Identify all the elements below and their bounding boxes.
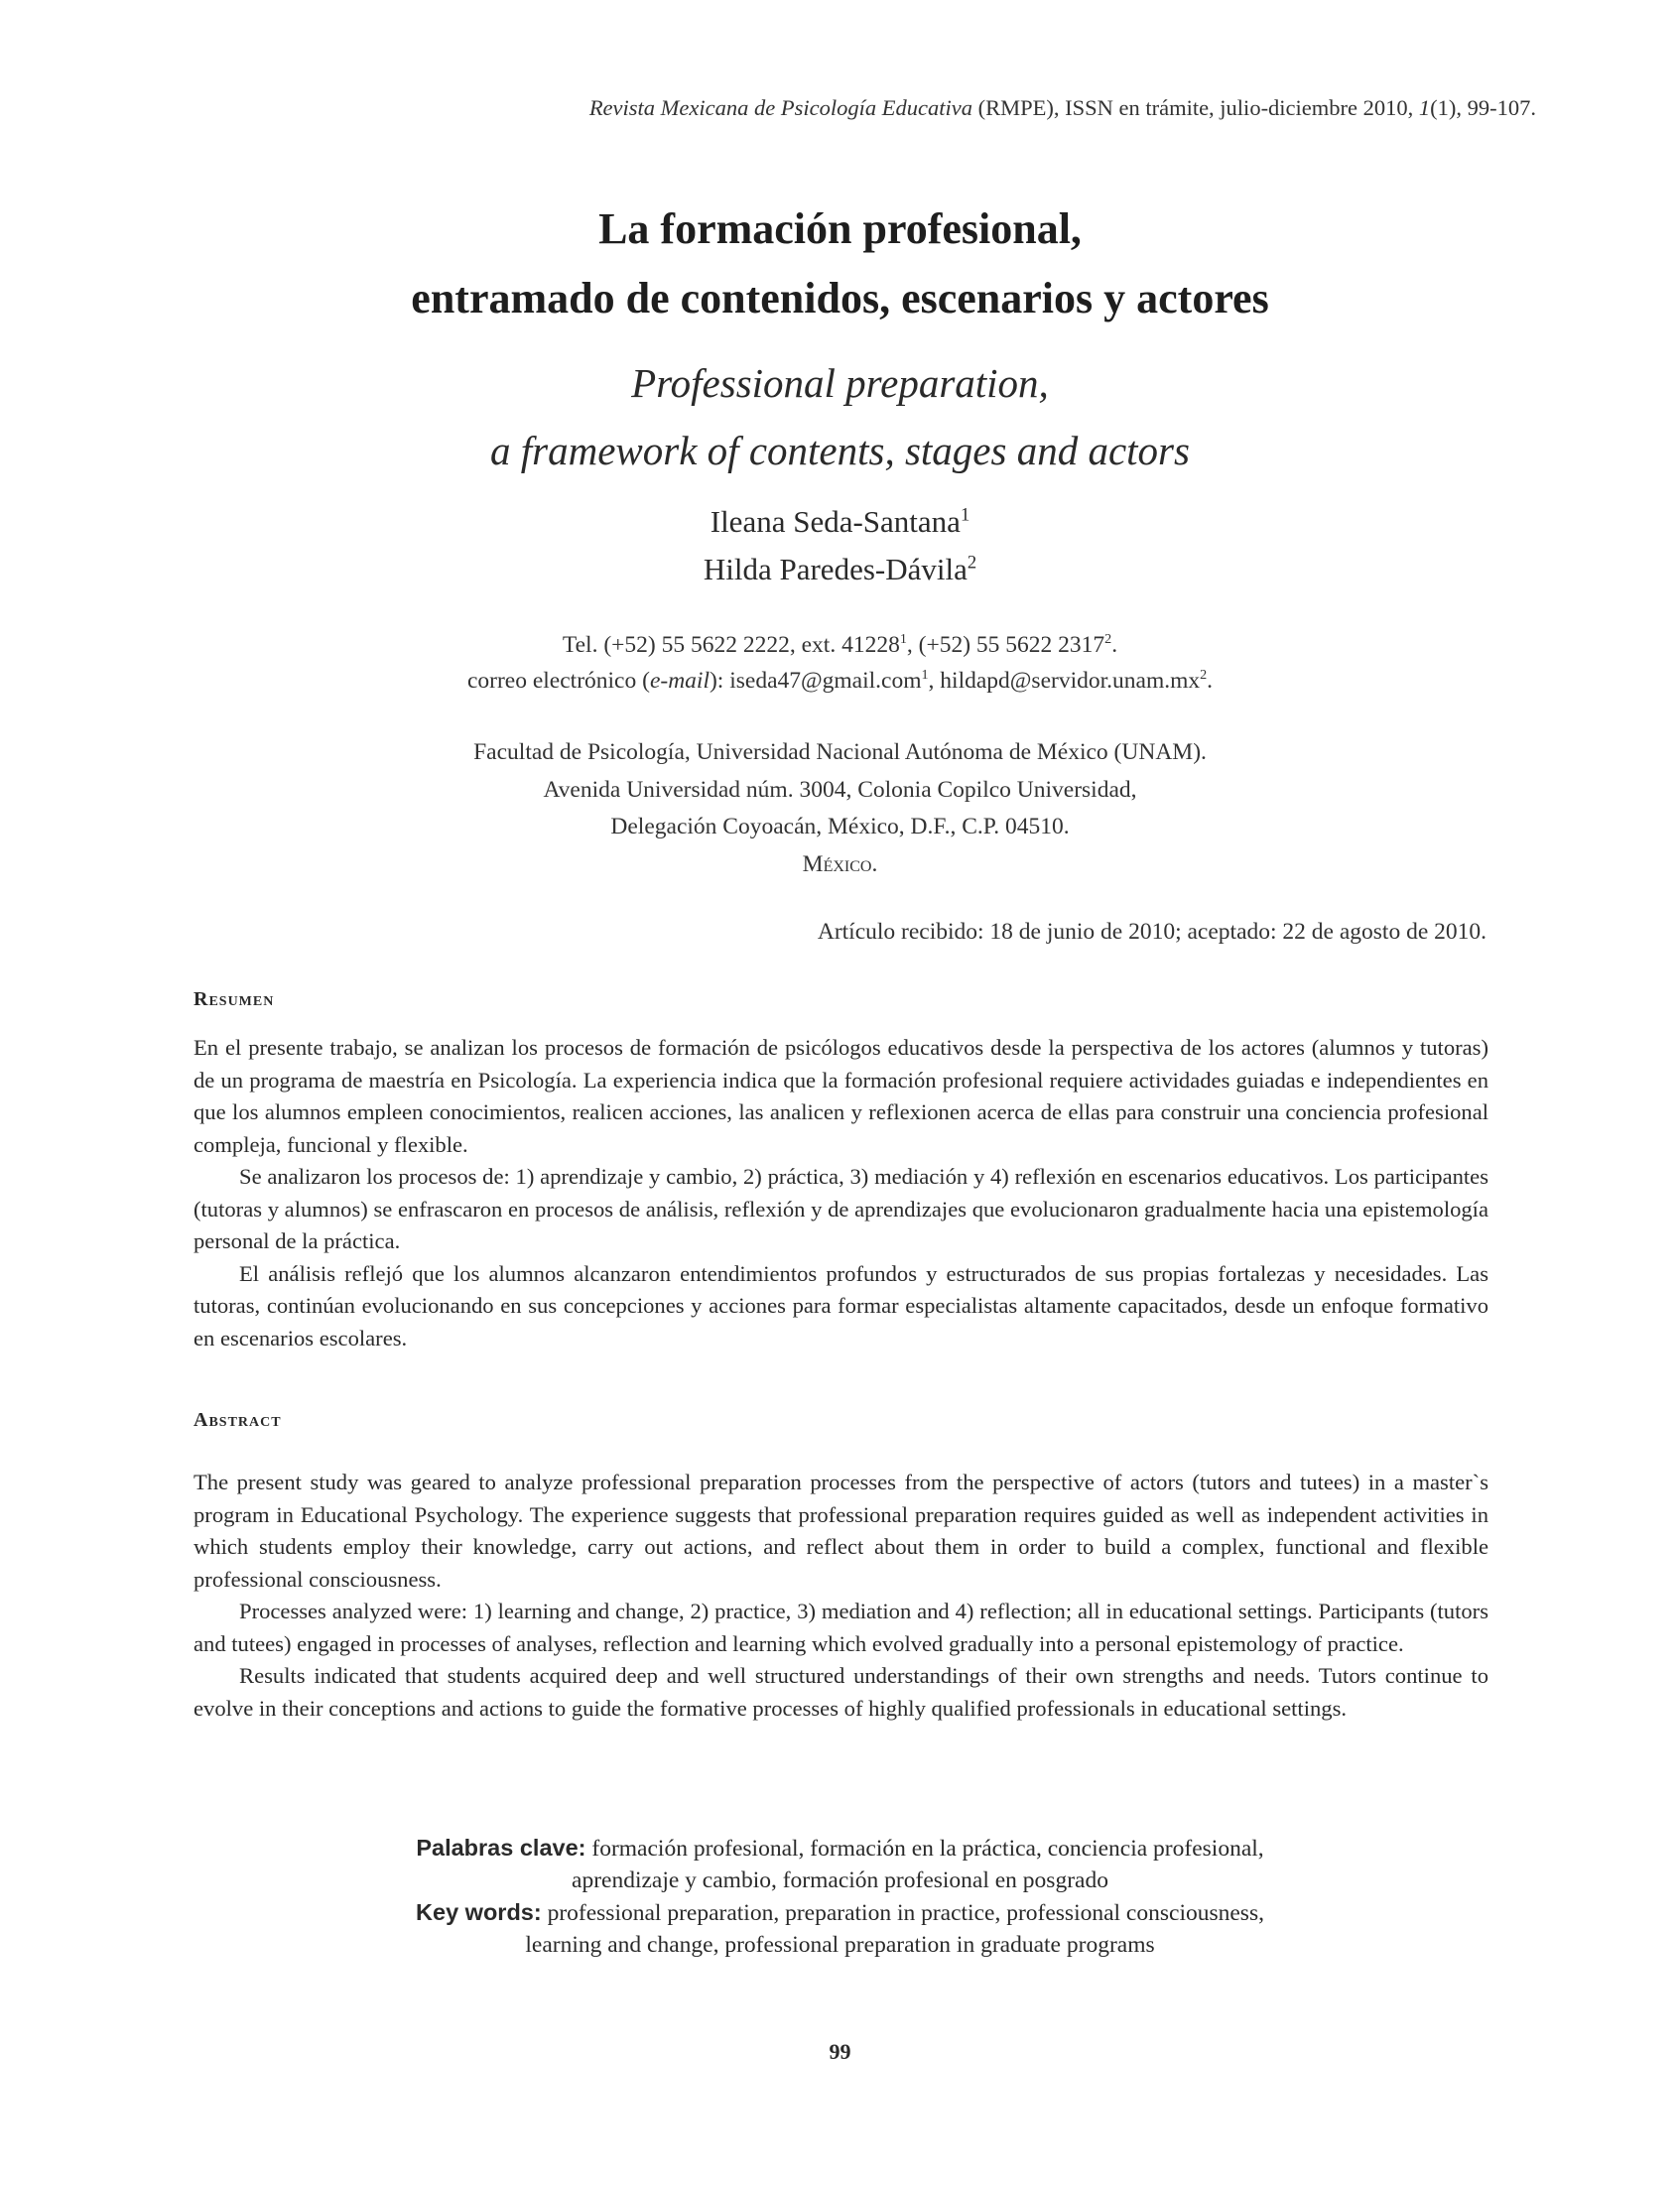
phone-2: , (+52) 55 5622 2317 <box>906 632 1105 658</box>
email-2: , hildapd@servidor.unam.mx <box>928 668 1201 694</box>
subtitle-line-1: Professional preparation, <box>631 360 1049 406</box>
email-1: ): iseda47@gmail.com <box>709 668 922 694</box>
subtitle-line-2: a framework of contents, stages and actors <box>490 428 1190 473</box>
keywords-en-text-1: professional preparation, preparation in practice, professional consciousness, <box>541 1900 1264 1926</box>
author-name: Ileana Seda-Santana <box>710 504 961 539</box>
journal-volume: 1 <box>1418 95 1431 120</box>
journal-issue-pages: (1), 99-107. <box>1430 95 1536 120</box>
author-name: Hilda Paredes-Dávila <box>703 552 968 586</box>
affiliation-line-1: Facultad de Psicología, Universidad Nacional Autónoma de México (UNAM). <box>473 739 1207 765</box>
phone-mark-2: 2 <box>1104 631 1112 648</box>
contact-info <box>0 627 1680 699</box>
article-title <box>0 194 1680 333</box>
author-footnote-mark: 1 <box>960 504 970 526</box>
author-list <box>0 498 1680 593</box>
phone-line <box>0 627 1680 663</box>
keywords-en-label: Key words: <box>416 1899 542 1925</box>
phone-1: Tel. (+52) 55 5622 2222, ext. 41228 <box>562 632 900 658</box>
phone-end: . <box>1111 632 1118 658</box>
email-mark-1: 1 <box>921 667 929 684</box>
keywords-es-text-1: formación profesional, formación en la práctica, conciencia profesional, <box>585 1836 1264 1862</box>
keywords-es-line-2: aprendizaje y cambio, formación profesional en posgrado <box>572 1867 1108 1893</box>
received-accepted-dates: Artículo recibido: 18 de junio de 2010; aceptado: 22 de agosto de 2010. <box>817 919 1486 945</box>
abstract-heading: Abstract <box>194 1409 282 1431</box>
affiliation-country: México. <box>802 850 878 877</box>
author-1 <box>0 498 1680 546</box>
resumen-body <box>194 1032 1488 1354</box>
author-2 <box>0 546 1680 593</box>
keywords-en-line-1 <box>0 1896 1680 1929</box>
article-subtitle-english <box>0 349 1680 484</box>
keywords-es-label: Palabras clave: <box>416 1835 586 1861</box>
email-mark-2: 2 <box>1200 667 1208 684</box>
abstract-paragraph-1: The present study was geared to analyze professional preparation processes from the perspective of actors (tutors and tutees) in a master`s program in Educational Psychology. The experience suggests that professional preparation requires guided as well as independent activities in which students employ their knowledge, carry out actions, and reflect about them in order to build a complex, functional and flexible professional consciousness. <box>194 1470 1488 1592</box>
email-label: correo electrónico ( <box>466 668 650 694</box>
affiliation-line-2: Avenida Universidad núm. 3004, Colonia Copilco Universidad, <box>543 776 1137 803</box>
affiliation-block <box>0 734 1680 883</box>
resumen-heading: Resumen <box>194 988 275 1010</box>
email-end: . <box>1207 668 1214 694</box>
journal-header <box>589 95 1536 121</box>
title-line-2: entramado de contenidos, escenarios y actores <box>411 274 1269 322</box>
affiliation-line-3: Delegación Coyoacán, México, D.F., C.P. 04510. <box>610 814 1070 839</box>
abstract-body <box>194 1467 1488 1725</box>
keywords-block <box>0 1832 1680 1961</box>
author-footnote-mark: 2 <box>967 552 977 574</box>
phone-mark-1: 1 <box>899 631 907 648</box>
keywords-es-line-1 <box>0 1832 1680 1865</box>
journal-issn-date: (RMPE), ISSN en trámite, julio-diciembre 2010, <box>971 95 1419 120</box>
abstract-paragraph-2: Processes analyzed were: 1) learning and change, 2) practice, 3) mediation and 4) reflection; all in educational settings. Participants (tutors and tutees) engaged in processes of analyses, reflection and learning which evolved gradually into a personal epistemology of practice. <box>194 1599 1488 1656</box>
title-line-1: La formación profesional, <box>598 204 1082 253</box>
keywords-en-line-2: learning and change, professional preparation in graduate programs <box>525 1932 1155 1958</box>
abstract-paragraph-3: Results indicated that students acquired deep and well structured understandings of their own strengths and needs. Tutors continue to evolve in their conceptions and actions to guide the formative processes of highly qualified professionals in educational settings. <box>194 1663 1488 1721</box>
resumen-paragraph-2: Se analizaron los procesos de: 1) aprendizaje y cambio, 2) práctica, 3) mediación y 4) reflexión en escenarios educativos. Los participantes (tutoras y alumnos) se enfrascaron en procesos de análisis, reflexión y de aprendizajes que evolucionaron gradualmente hacia una epistemología personal de la práctica. <box>194 1164 1488 1253</box>
page-number: 99 <box>829 2039 851 2064</box>
email-label-italic: e-mail <box>649 668 710 694</box>
email-line <box>0 663 1680 699</box>
resumen-paragraph-3: El análisis reflejó que los alumnos alcanzaron entendimientos profundos y estructurados de sus propias fortalezas y necesidades. Las tutoras, continúan evolucionando en sus concepciones y acciones para formar especialistas altamente capacitados, desde un enfoque formativo en escenarios escolares. <box>194 1260 1488 1351</box>
journal-name: Revista Mexicana de Psicología Educativa <box>588 95 972 120</box>
resumen-paragraph-1: En el presente trabajo, se analizan los procesos de formación de psicólogos educativos desde la perspectiva de los actores (alumnos y tutoras) de un programa de maestría en Psicología. La experiencia indica que la formación profesional requiere actividades guiadas e independientes en que los alumnos empleen conocimientos, realicen acciones, las analicen y reflexionen acerca de ellas para construir una conciencia profesional compleja, funcional y flexible. <box>194 1035 1488 1157</box>
